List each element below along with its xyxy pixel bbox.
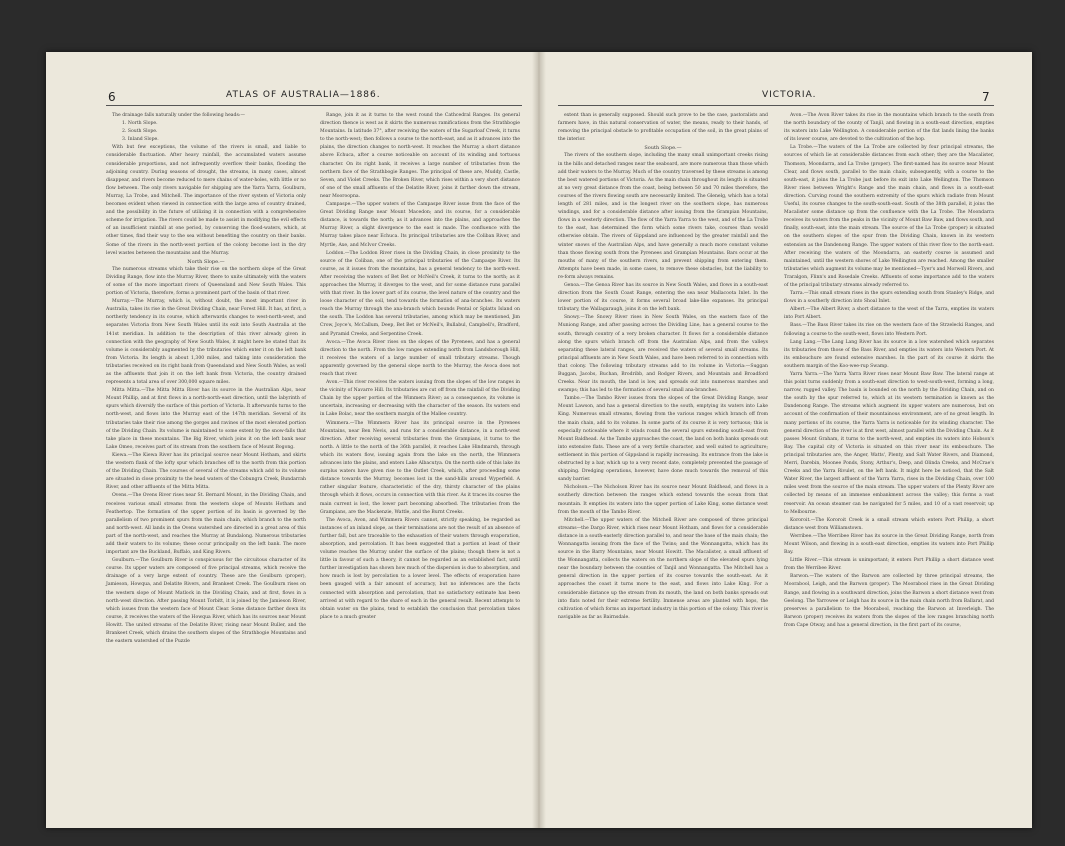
- paragraph: Tarra.—This small stream rises in the spurs extending south from Stanley's Ridge, and flows in a southerly direction into Shoal Inlet.: [784, 291, 994, 305]
- running-title-left: ATLAS OF AUSTRALIA—1886.: [226, 90, 381, 100]
- running-title-right: VICTORIA.: [762, 90, 817, 100]
- paragraph: Loddon.—The Loddon River rises in the Dividing Chain, in close proximity to the source of the Coliban, one of the principal tributaries of the Campaspe River. Its course, as it issues from the mountains, has a general tendency to the north-west. After receiving the waters of Bet Bet or McNeil's Creek, it turns to the north; as it approaches the Murray, it diverges to the west, and for some distance runs parallel with that river. In the lower part of its course, the level nature of the country and the loose character of the soil, tend towards the formation of ana-branches. Its waters reach the Murray through the ana-branch which bounds Pental or Splatts Island on the south. The Loddon has several tributaries, among which may be mentioned, Jim Crow, Joyce's, McCallum, Deep, Bet Bet or McNeil's, Bullabul, Campbell's, Bradford, and Pyramid Creeks, and Serpentine Creek.: [320, 250, 520, 337]
- paragraph: Avoca.—The Avoca River rises on the slopes of the Pyrenees, and has a general direction to the north. From the low ranges extending north from Landsborough Hill, it receives the waters of a large number of small tributary streams. Though apparently governed by the general slope north to the Murray, the Avoca does not reach that river.: [320, 339, 520, 377]
- paragraph: With but few exceptions, the volume of the rivers is small, and liable to considerable fluctuation. After heavy rainfall, the accumulated waters assume considerable proportions, and not infrequently overflow their banks, flooding the adjoining country. During seasons of drought, the streams, in many cases, almost disappear, and rivers become reduced to mere chains of water-holes, with little or no flow between. The only rivers navigable for shipping are the Yarra Yarra, Goulburn, Murray, La Trobe, and Mitchell. The importance of the river system of Victoria only becomes evident when viewed in connection with the large area of country drained, and the possibility in the future of utilizing it in connection with a comprehensive scheme for irrigation. The rivers could be made to assist in modifying the evil effects of an insufficient rainfall at one period, by conserving the flood-waters, which, at other times, find their way to the sea without benefiting the country on their banks. Some of the rivers in the north-west portion of the colony become lost in the dry level wastes between the mountains and the Murray.: [106, 145, 306, 256]
- book-spread: [46, 52, 1032, 828]
- paragraph: Mitchell.—The upper waters of the Mitchell River are composed of three principal streams—the Dargo River, which rises near Mount Hotham, and flows for a considerable distance in a south-easterly direction parallel to, and near the base of the main chain; the Wonnangatta issuing from the face of the Twins; and the Wonnangatta, which has its source in the Barry Mountains, near Mount Howitt. The Macalister, a small affluent of the Wonnangatta, collects the waters on the northern slope of the elevated spurs lying near the boundary between the counties of Tanjil and Wonnangatta. The Mitchell has a general direction in the upper portion of its course towards the south-east. As it approaches the coast it turns more to the east, and flows into Lake King. For a considerable distance up the stream from its mouth, the land on both banks spreads out into flats noted for their extreme fertility. Immense areas are planted with hops, the cultivation of which forms an important industry in this portion of the colony. This river is navigable as far as Bairnsdale.: [558, 517, 768, 620]
- page-number-right: 7: [982, 90, 990, 104]
- paragraph: extent than is generally supposed. Should such prove to be the case, pastoralists and farmers have, in this natural conservation of water, the means, ready to their hands, of removing the principal obstacle to profitable occupation of the soil, in the great plains of the interior.: [558, 113, 768, 143]
- paragraph: Wimmera.—The Wimmera River has its principal source in the Pyrenees Mountains, near Ben Nevis, and runs for a considerable distance, in a north-west direction. After receiving several tributaries from the Grampians, it turns to the north. A little to the north of the 36th parallel, it reaches Lake Hindmarsh, through which its waters flow, issuing again from the lake on the north, the Wimmera advances into the plains, and enters Lake Albacutya. On the north side of this lake its surplus waters have given rise to the Outlet Creek, which, after proceeding some distance towards the Murray, becomes lost in the sand-hills around Wyperfeld. A rather singular feature, characteristic of the dry, thirsty character of the plains through which it flows, occurs in connection with this river. As it traces its course the main current is lost, the lower part becoming absorbed. The tributaries from the Grampians, are the Mackenzie, Wattle, and the Burnt Creeks.: [320, 420, 520, 515]
- page-number-left: 6: [108, 90, 116, 104]
- paragraph: Ovens.—The Ovens River rises near St. Bernard Mount, in the Dividing Chain, and receives various small streams from the western slope of Mounts Hotham and Feathertop. The formation of the upper portion of its basin is governed by the parallelism of two prominent spurs from the main chain, which branch to the north and north-west. All lands in the Ovens watershed are directed in a great area of this part of the north-west, and reaches the Murray at Bundalong. Numerous tributaries add their waters to its volume; these occur principally on the left bank. The more important are the Buckland, Buffalo, and King Rivers.: [106, 493, 306, 556]
- right-column-2: [784, 112, 994, 630]
- paragraph: Tambo.—The Tambo River issues from the slopes of the Great Dividing Range, near Mount Lawson, and has a general direction to the south, emptying its waters into Lake King. Numerous small streams, flowing from the various ranges which branch off from the main chain, add to its volume. In some parts of its course it is very tortuous; this is especially noticeable where it winds round the several spurs extending south-east from Mount Baldhead. As the Tambo approaches the coast, the land on both banks spreads out into extensive flats. These are of a very fertile character, and well suited to agriculture; settlement in this portion of Gippsland is rapidly increasing. Its entrance from the lake is obstructed by a bar, which up to a very recent date, completely prevented the passage of shipping. Dredging operations, however, have done much towards the removal of this sandy barrier.: [558, 396, 768, 483]
- paragraph: Kororoit.—The Kororoit Creek is a small stream which enters Port Phillip, a short distance west from Williamstown.: [784, 517, 994, 531]
- paragraph: La Trobe.—The waters of the La Trobe are collected by four principal streams, the sources of which lie at considerable distances from each other; they are the Macalister, Thomson, Moondarra, and La Trobe (proper). The first-named has its source near Mount Clear, and flows south, parallel to the main chain; subsequently, with a course to the south-east, it joins the La Trobe just before its exit into Lake Wellington. The Thomson River rises between Wright's Range and the main chain, and flows in a south-east direction. Curving round the southern extremity of the spurs which radiate from Mount Useful, its course changes to the south-south-east. South of the 38th parallel, it joins the Macalister some distance up from the confluence with the La Trobe. The Moondarra receives its waters from the peaks in the vicinity of Mount Baw Baw, and flows south, and finally, south-east, into the main stream. The source of the La Trobe (proper) is situated on the southern slopes of the spur from the Dividing Chain, known in its western extension as the Dandenong Range. The upper waters of this river flow to the north-east. After receiving the waters of the Moondarra, an easterly course is assumed and maintained, until the western shores of Lake Wellington are reached. Among the smaller tributaries which augment its volume may be mentioned—Tyer's and Morwell Rivers, and Traralgon, Flinn's and Rosedale Creeks. Affluents of some importance add to the waters of the principal tributary streams already referred to.: [784, 145, 994, 288]
- right-page: [542, 52, 1032, 828]
- paragraph: Nicholson.—The Nicholson River has its source near Mount Baldhead, and flows in a southerly direction between the ranges which extend towards the ocean from that mountain. It empties its waters into the upper portion of Lake King, some distance west from the mouth of the Tambo River.: [558, 485, 768, 515]
- running-head-left: [46, 90, 536, 106]
- right-column-1: [558, 112, 768, 622]
- paragraph: The rivers of the southern slope, including the many small unimportant creeks rising in the hills and detached ranges near the seaboard, are more numerous than those which add their waters to the Murray. Much of the country traversed by these streams is among the best watered portions of Victoria. As the main chain throughout its length is situated at no very great distance from the coast, being between 50 and 70 miles therefore, the courses of the rivers flowing south are necessarily limited. The Glenelg, which has a total length of 281 miles, and is the longest river on the southern slope, has numerous windings, and for a considerable distance after issuing from the Grampian Mountains, flows in a westerly direction. The flow of the Yarra Yarra to the west, and of the La Trobe to the east, has determined the form which some rivers take, courses than would otherwise obtain. The rivers of Gippsland are influenced by the greater rainfall and the winter snows of the Australian Alps, and have generally a much more constant volume than those flowing south from the Pyrenees and Grampian Mountains. Bars occur at the mouths of many of the southern rivers, and prevent shipping from entering them. Attempts have been made, in some cases, to remove these obstacles, but the liability to re-form always remains.: [558, 153, 768, 280]
- paragraph: Campaspe.—The upper waters of the Campaspe River issue from the face of the Great Dividing Range near Mount Macedon; and its course, for a considerable distance, is towards the north; as it advances into the plains, and approaches the Murray River, a slight divergence to the east is made. The confluence with the Murray takes place near Echuca. Its principal tributaries are the Coliban River, and Myrtle, Axe, and McIvor Creeks.: [320, 202, 520, 248]
- header-rule-right: [558, 105, 994, 106]
- paragraph: North Slope.—: [187, 258, 225, 265]
- paragraph: 1. North Slope.: [122, 121, 158, 127]
- paragraph: Lang Lang.—The Lang Lang River has its source in a low watershed which separates its tributaries from those of the Bass River, and empties its waters into Western Port. At its embouchure are found extensive marshes. In the part of its course it skirts the southern margin of the Koo-wee-rup Swamp.: [784, 339, 994, 369]
- paragraph: 2. South Slope.: [122, 129, 158, 135]
- header-rule-left: [106, 105, 522, 106]
- paragraph: Barwon.—The waters of the Barwon are collected by three principal streams, the Moorabool, Leigh, and the Barwon (proper). The Moorabool rises in the Great Dividing Range, and flowing in a southward direction, joins the Barwon a short distance west from Geelong. The Yarrowee or Leigh has its source in the main chain north from Ballarat, and preserves a parallelism to the Moorabool, reaching the Barwon at Inverleigh. The Barwon (proper) receives its waters from the slopes of the low ranges branching north from Cape Otway, and has a general direction, in the first part of its course,: [784, 574, 994, 628]
- paragraph: Yarra Yarra.—The Yarra Yarra River rises near Mount Baw Baw. The lateral range at this point turns suddenly from a south-east direction to west-south-west, forming a long, narrow, rugged valley. The basin is bounded on the north by the Dividing Chain, and on the south by the spur referred to, which at its western termination is known as the Dandenong Range. The streams which augment its upper waters are numerous, but on account of the confirmation of their mountainous environment, are of no great length. In many portions of its course, the Yarra Yarra is noticeable for its winding character. The general direction of the river is at first west, almost parallel with the Dividing Chain. As it passes Mount Graham, it turns to the north-west, and empties its waters into Hobson's Bay. The capital city of Victoria is situated on this river near its embouchure. The principal tributaries are, the Anger, Watts', Plenty, and Salt Water Rivers, and Diamond, Merri, Darebin, Moonee Ponds, Stony, Arthur's, Deep, and Olinda Creeks, and McCrae's Creeks and the Yarra Rivulet, on the left bank. It might here be noticed, that the Salt Water River, the largest affluent of the Yarra Yarra, rises in the Dividing Chain, over 100 miles west from the source of the main stream. The upper waters of the Plenty River are collected by means of an immense embankment across the valley; this forms a vast reservoir. An ocean steamer can be navigated for 5 miles, and 10 of a vast reservoir, up to Melbourne.: [784, 372, 995, 515]
- paragraph: 3. Inland Slope.: [122, 137, 159, 143]
- paragraph: Little River.—This stream is unimportant; it enters Port Phillip a short distance west from the Werribee River.: [784, 558, 994, 572]
- running-head-right: [542, 90, 1032, 106]
- paragraph: Goulburn.—The Goulburn River is conspicuous for the circuitous character of its course. Its upper waters are composed of five principal streams, which receive the drainage of a very large extent of country. These are the Goulburn (proper), Jamieson, Howqua, and Delatite Rivers, and Brankeet Creek. The Goulburn rises on the western slope of Mount Matlock in the Dividing Chain, and at first, flows in a north-west direction. After passing Mount Torbitt, it is joined by the Jamieson River, which issues from the western face of Mount Clear. Some distance farther down its course, it receives the waters of the Howqua River, which has its sources near Mount Howitt. The united streams of the Delatite River, rising near Mount Buller, and the Brankeet Creek, which drains the southern slopes of the Strathbogie Mountains and the eastern watershed of the Puzzle: [106, 558, 306, 645]
- paragraph: The numerous streams which take their rise on the northern slope of the Great Dividing Range, flow into the Murray River, there to unite ultimately with the waters of some of the more important rivers of Queensland and New South Wales. This portion of Victoria, therefore, forms a prominent part of the basin of that river.: [106, 266, 306, 297]
- left-column-2: [320, 112, 520, 622]
- paragraph: Murray.—The Murray, which is, without doubt, the most important river in Australia, takes its rise in the Great Dividing Chain, near Forest Hill. It has, at first, a northerly tendency in its course, which afterwards changes to west-north-west, and separates Victoria from New South Wales until its exit into South Australia at the 141st meridian. In addition to the description of this river already given in connection with the geography of New South Wales, it might here be stated that its volume is considerably augmented by the tributaries which enter it on the left bank from Victoria. Its length is about 1,300 miles, and taking into consideration the tributaries received on its right bank from Queensland and New South Wales, as well as the affluents that join it on the left bank from Victoria, the country drained represents a total area of over 300,000 square miles.: [106, 299, 306, 386]
- paragraph: The drainage falls naturally under the following heads:—: [112, 113, 245, 118]
- paragraph: Albert.—The Albert River, a short distance to the west of the Tarra, empties its waters into Port Albert.: [784, 307, 994, 321]
- left-column-1: [106, 112, 306, 646]
- paragraph: Werribee.—The Werribee River has its source in the Great Dividing Range, north from Mount Wilson, and flowing in a south-east direction, empties its waters into Port Phillip Bay.: [784, 533, 994, 556]
- paragraph: Avon.—This river receives the waters issuing from the slopes of the low ranges in the vicinity of Navarre Hill. Its tributaries are cut off from the rainfall of the Dividing Chain by the upper portion of the Wimmera River; as a consequence, its volume is uncertain, increasing or decreasing with the character of the season. Its waters end in Lake Bolac, near the southern margin of the Mallee country.: [320, 380, 520, 418]
- paragraph: Genoa.—The Genoa River has its source in New South Wales, and flows in a south-east direction from the South Coast Range, entering the sea near Mallacoota Inlet. In the lower portion of its course, it forms several broad lake-like expanses. Its principal tributary, the Wallagaraugh, joins it on the left bank.: [558, 282, 768, 313]
- paragraph: South Slope.—: [644, 145, 682, 152]
- paragraph: Avon.—The Avon River takes its rise in the mountains which branch to the south from the north boundary of the county of Tanjil, and flowing in a south-east direction, empties its waters into Lake Wellington. A considerable portion of the flat lands lining the banks of its lower course, are devoted to the cultivation of the hop.: [784, 113, 994, 143]
- paragraph: Snowy.—The Snowy River rises in New South Wales, on the eastern face of the Muniong Range, and after passing across the Dividing Line, has a general course to the south, through country of a very broken character. It flows for a considerable distance along the spurs which branch off from the Australian Alps, and from the valleys separating these lateral ranges, are received the waters of several small streams. Its principal affluents are in New South Wales, and have been referred to in connection with that colony. The following tributary streams add to its volume in Victoria:—Suggan Buggan, Jacobs, Buchan, Brodribb, and Rodger Rivers, and Mountain and Broadford Creeks. Near its mouth, the land is low, and spreads out into numerous marshes and swamps; this has led to the formation of several small ana-branches.: [558, 315, 768, 394]
- paragraph: Mitta Mitta.—The Mitta Mitta River has its source in the Australian Alps, near Mount Phillip, and at first flows in a north-north-east direction, until the labyrinth of spurs which diversify the surface of this portion of Victoria. It afterwards turns to the north-west, and flows into the Murray east of the 147th meridian. Several of its tributaries take their rise among the gorges and ravines of the most elevated portion of the Dividing Chain. Its volume is maintained to some extent by the snow-falls that take place in these mountains. The Big River, which joins it on the left bank near Lake Omeo, receives part of its stream from the southern face of Mount Bogong.: [106, 388, 306, 450]
- paragraph: Kiewa.—The Kiewa River has its principal source near Mount Hotham, and skirts the western flank of the lofty spur which branches off to the north from this portion of the Dividing Chain. The courses of several of the streams which add to its volume are situated in close proximity to the head waters of the Cobungra Creek, Bundarrah River, and other affluents of the Mitta Mitta.: [106, 452, 306, 491]
- left-page: [46, 52, 536, 828]
- paragraph: Range, join it as it turns to the west round the Cathcedral Ranges. Its general direction thence is west as it skirts the numerous ramifications from the Strathbogie Mountains. In latitude 37°, after receiving the waters of the Sugarloaf Creek, it turns to the north-west; then follows a course to the north-east, and as it advances into the plains, the direction changes to north-west. It reaches the Murray a short distance above Echuca, after a course noticeable on account of its winding and tortuous character. On its right bank, it receives a large number of tributaries from the northern face of the Strathbogie Ranges. The principal of these are, Muddy, Castle, Seven, and Violet Creeks. The Broken River, which rises within a very short distance of one of the small affluents of the Delatite River, joins it farther down the stream, near Mooroopna.: [320, 113, 520, 199]
- paragraph: Bass.—The Bass River takes its rise on the western face of the Strzelecki Ranges, and following a course to the south-west, flows into Western Port.: [784, 323, 994, 337]
- paragraph: The Avoca, Avon, and Wimmera Rivers cannot, strictly speaking, be regarded as instances of an inland slope, as their terminations are not the result of an absence of further fall, but are traceable to the exhaustion of their waters through evaporation, absorption, and percolation. It has been suggested that a portion at least of their volume reaches the Murray under the surface of the plains; though there is not a little in favour of such a theory, it cannot be regarded as an established fact, until further investigation has shown how much of the dispersion is due to absorption, and how much is lost by percolation to a lower level. The effects of evaporation have been gauged with a fair amount of accuracy, but no inferences are the facts connected with absorption and percolation, that no satisfactory estimate has been arrived at with regard to the share of each in the general result. Recent attempts to obtain water on the plains, tend to establish the conclusion that percolation takes place to a much greater: [320, 517, 520, 620]
